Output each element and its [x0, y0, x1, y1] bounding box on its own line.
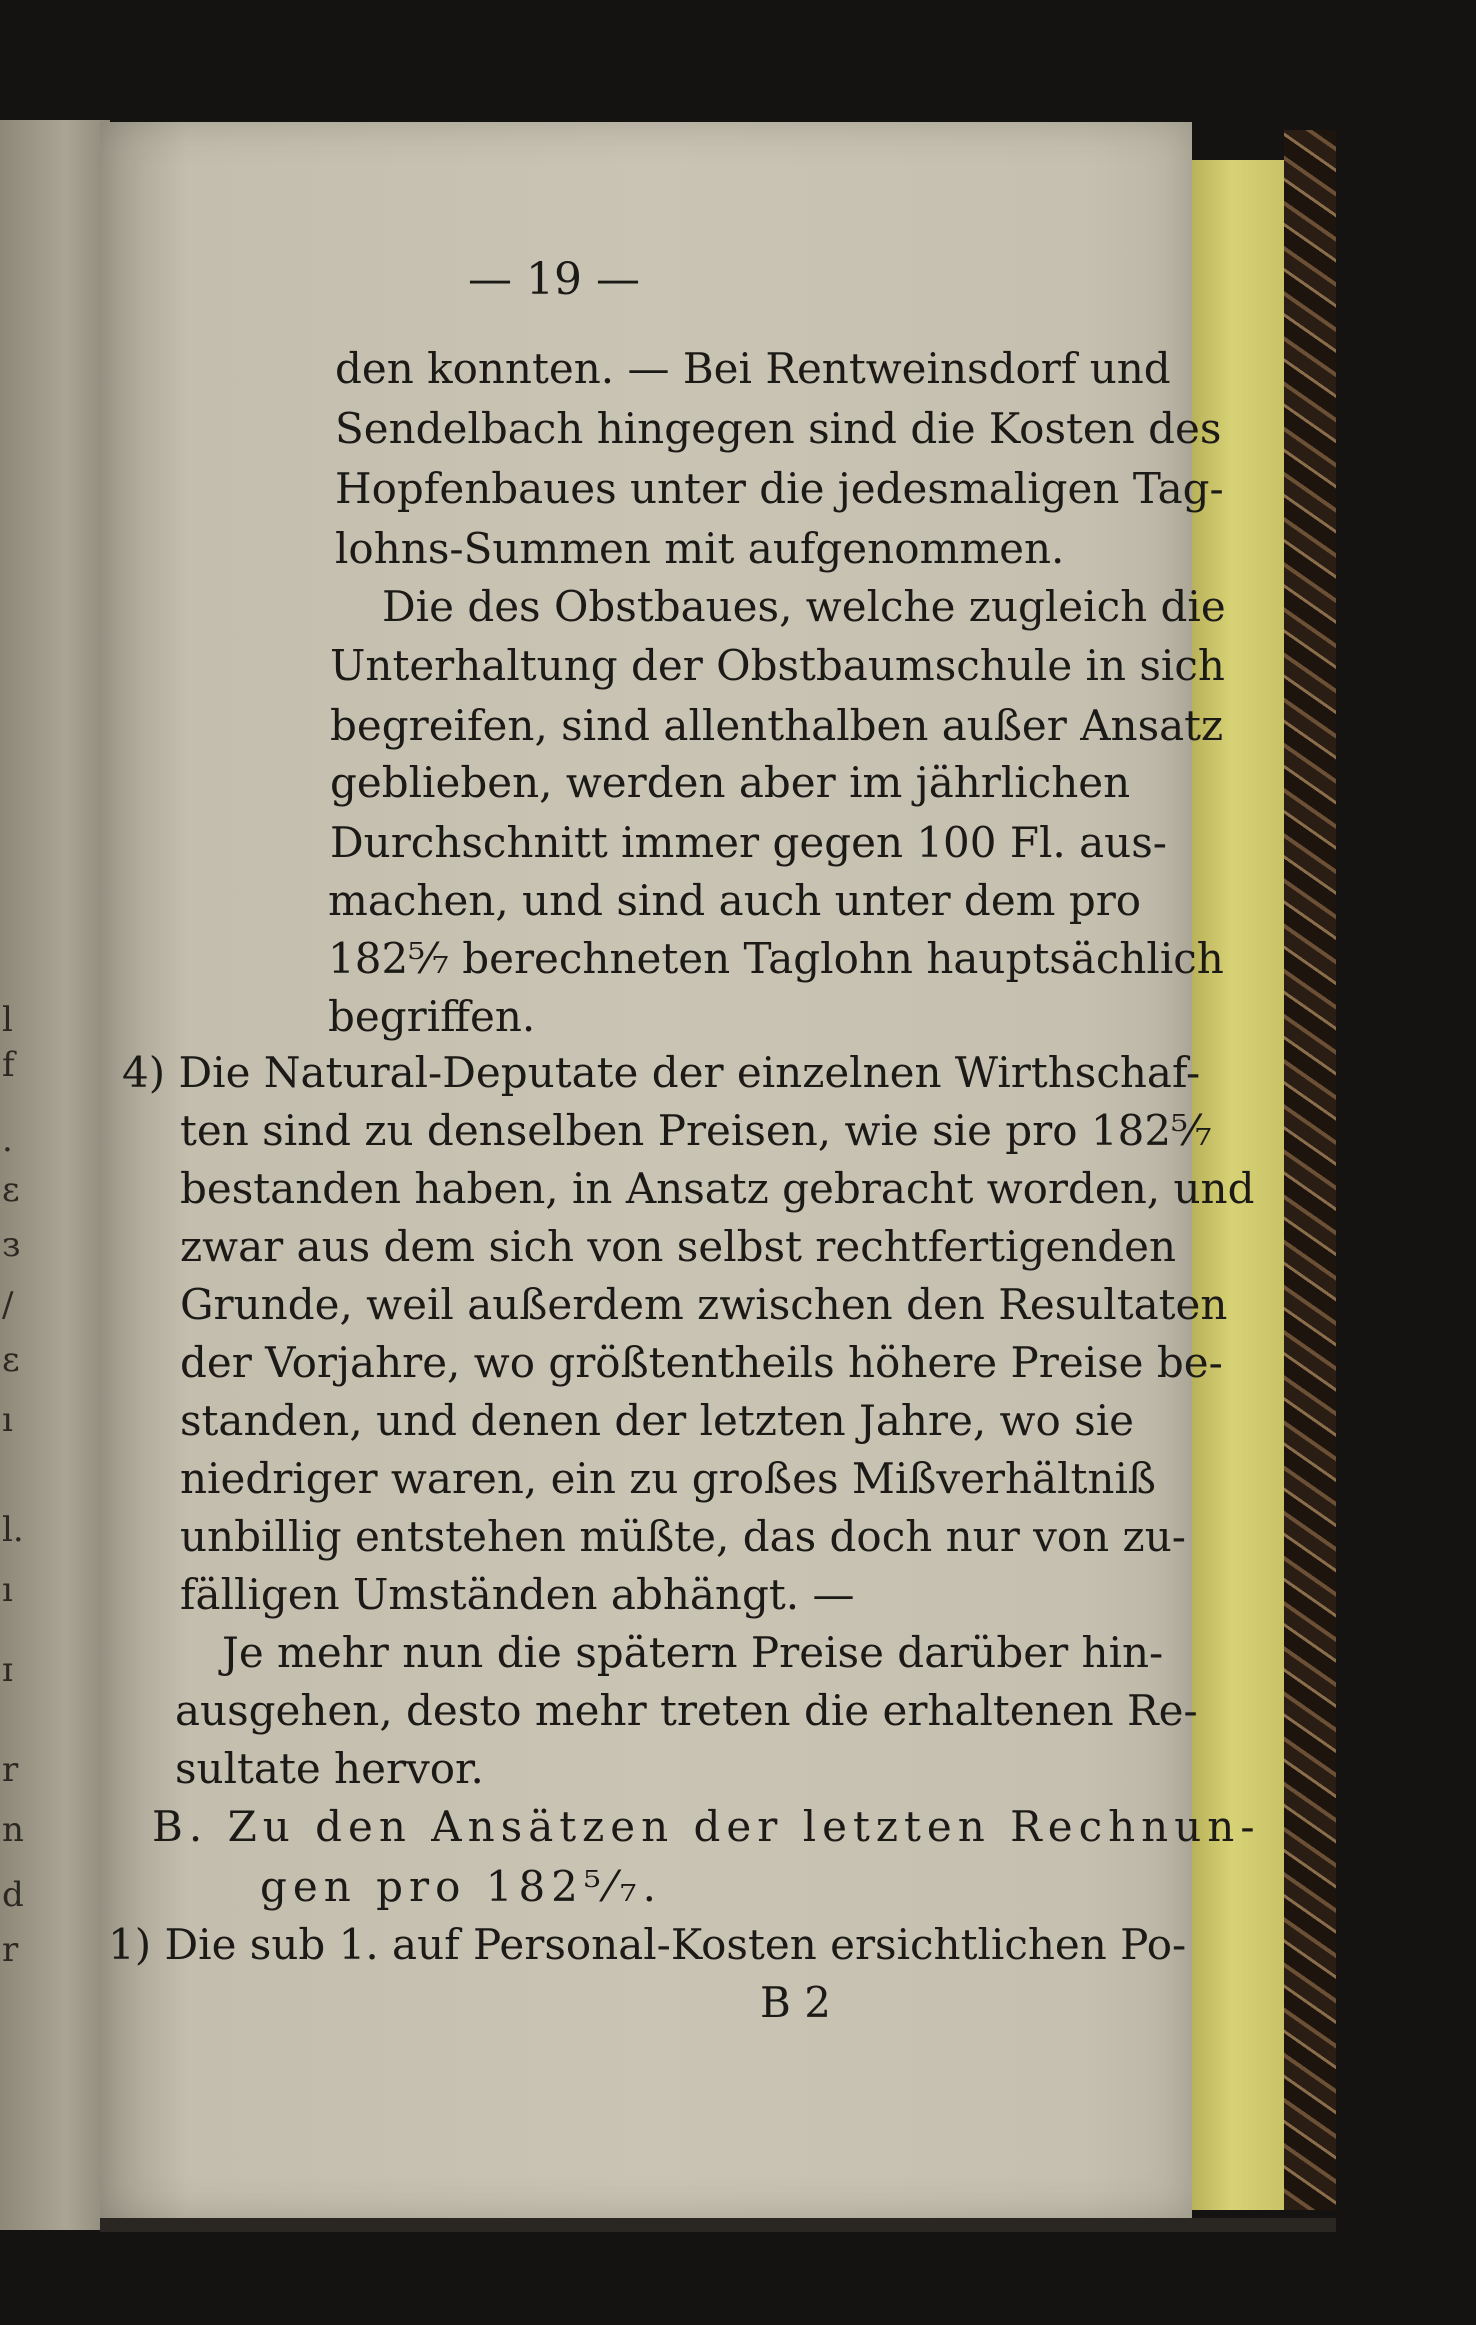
page-bottom-edge — [100, 2218, 1336, 2232]
text-line: sultate hervor. — [175, 1744, 484, 1793]
text-line: bestanden haben, in Ansatz gebracht worden, und — [180, 1164, 1255, 1213]
margin-fragment: r — [2, 1750, 19, 1790]
text-line: Hopfenbaues unter die jedesmaligen Tag- — [335, 464, 1224, 513]
text-line: 4) Die Natural-Deputate der einzelnen Wirthschaf- — [122, 1048, 1201, 1097]
margin-fragment: ı — [2, 1400, 13, 1440]
margin-fragment: ɛ — [2, 1170, 20, 1210]
text-line: der Vorjahre, wo größtentheils höhere Preise be- — [180, 1338, 1223, 1387]
text-line: machen, und sind auch unter dem pro — [328, 876, 1142, 925]
margin-fragment: . — [2, 1120, 13, 1160]
text-line: geblieben, werden aber im jährlichen — [330, 758, 1131, 807]
text-line: unbillig entstehen müßte, das doch nur von zu- — [180, 1512, 1186, 1561]
text-line: ausgehen, desto mehr treten die erhaltenen Re- — [175, 1686, 1198, 1735]
text-line: Sendelbach hingegen sind die Kosten des — [335, 404, 1222, 453]
text-line: 1) Die sub 1. auf Personal-Kosten ersichtlichen Po- — [108, 1920, 1187, 1969]
margin-fragment: n — [2, 1810, 24, 1850]
margin-fragment: r — [2, 1930, 19, 1970]
text-line: Grunde, weil außerdem zwischen den Resultaten — [180, 1280, 1228, 1329]
text-line: ten sind zu denselben Preisen, wie sie pro 182⁵⁄₇ — [180, 1106, 1212, 1155]
section-heading-continued: gen pro 182⁵⁄₇. — [260, 1862, 662, 1911]
margin-fragment: ɪ — [2, 1650, 13, 1690]
text-line: 182⁵⁄₇ berechneten Taglohn hauptsächlich — [328, 934, 1224, 983]
margin-fragment: l — [2, 1000, 13, 1040]
signature-mark: B 2 — [760, 1978, 831, 2027]
text-line: begreifen, sind allenthalben außer Ansatz — [330, 701, 1224, 750]
margin-fragment: f — [2, 1045, 15, 1085]
margin-fragment: d — [2, 1875, 24, 1915]
text-line: niedriger waren, ein zu großes Mißverhältniß — [180, 1454, 1156, 1503]
marbled-cover — [1284, 130, 1336, 2210]
text-line: Je mehr nun die spätern Preise darüber hin- — [222, 1628, 1164, 1677]
facing-page-edge — [0, 120, 110, 2230]
margin-fragment: з — [2, 1225, 21, 1265]
section-heading: B. Zu den Ansätzen der letzten Rechnun- — [152, 1802, 1261, 1851]
text-line: Die des Obstbaues, welche zugleich die — [382, 582, 1226, 631]
margin-fragment: ı — [2, 1570, 13, 1610]
text-line: zwar aus dem sich von selbst rechtfertigenden — [180, 1222, 1177, 1271]
text-line: standen, und denen der letzten Jahre, wo sie — [180, 1396, 1134, 1445]
text-line: den konnten. — Bei Rentweinsdorf und — [335, 344, 1171, 393]
text-line: Unterhaltung der Obstbaumschule in sich — [330, 641, 1225, 690]
text-line: begriffen. — [328, 992, 536, 1041]
margin-fragment: / — [2, 1285, 14, 1325]
page-number-header: — 19 — — [468, 254, 640, 305]
text-line: fälligen Umständen abhängt. — — [180, 1570, 855, 1619]
text-line: Durchschnitt immer gegen 100 Fl. aus- — [330, 818, 1167, 867]
margin-fragment: ɛ — [2, 1340, 20, 1380]
text-line: lohns-Summen mit aufgenommen. — [335, 524, 1065, 573]
margin-fragment: l. — [2, 1510, 24, 1550]
